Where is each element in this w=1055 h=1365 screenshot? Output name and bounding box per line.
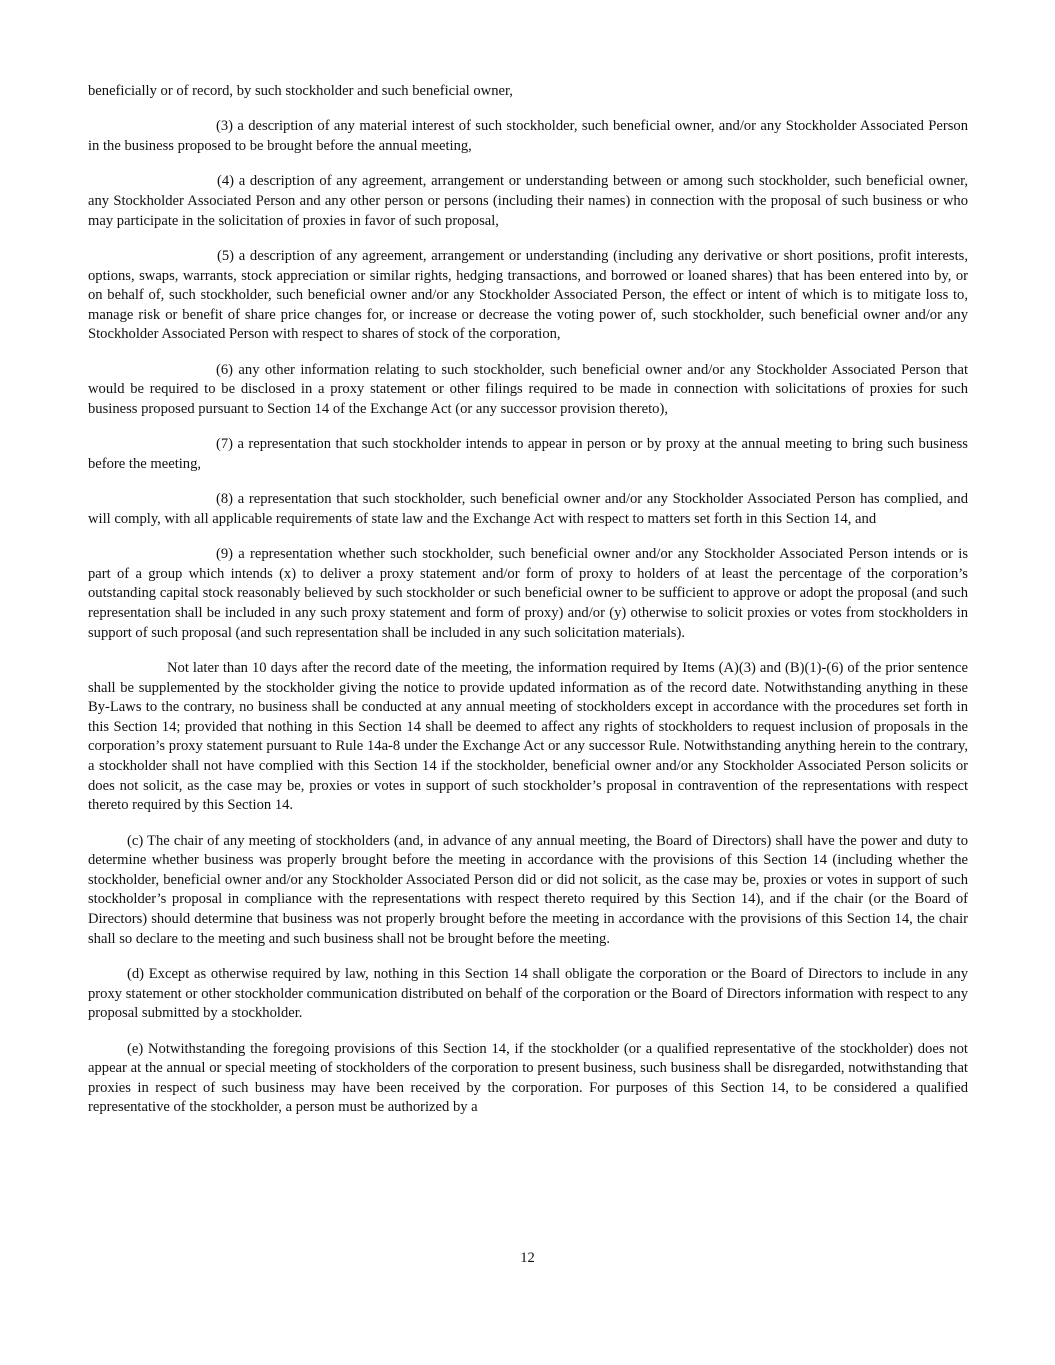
paragraph-item-5: (5) a description of any agreement, arrangement or understanding (including any derivative or short positions, profit interests, options, swaps, warrants, stock appreciation or similar rights, hedging transactions, and borrowed or loaned shares) that has been entered into by, or on behalf of, such stockholder, such beneficial owner and/or any Stockholder Associated Person, the effect or intent of which is to mitigate loss to, manage risk or benefit of share price changes for, or increase or decrease the voting power of, such stockholder, such beneficial owner and/or any Stockholder Associated Person with respect to shares of stock of the corporation, xyxy=(88,247,968,343)
document-page xyxy=(88,82,968,1134)
paragraph-section-e: (e) Notwithstanding the foregoing provisions of this Section 14, if the stockholder (or a qualified representative of the stockholder) does not appear at the annual or special meeting of stockholders of the corporation to present business, such business shall be disregarded, notwithstanding that proxies in respect of such business may have been received by the corporation. For purposes of this Section 14, to be considered a qualified representative of the stockholder, a person must be authorized by a xyxy=(88,1040,968,1116)
paragraph-item-3: (3) a description of any material interest of such stockholder, such beneficial owner, and/or any Stockholder Associated Person in the business proposed to be brought before the annual meeting, xyxy=(88,118,968,154)
paragraph-item-9: (9) a representation whether such stockholder, such beneficial owner and/or any Stockholder Associated Person intends or is part of a group which intends (x) to deliver a proxy statement and/or form of proxy to holders of at least the percentage of the corporation’s outstanding capital stock reasonably believed by such stockholder or such beneficial owner to be sufficient to approve or adopt the proposal (and such representation shall be included in any such proxy statement and form of proxy) and/or (y) otherwise to solicit proxies or votes from stockholders in support of such proposal (and such representation shall be included in any such solicitation materials). xyxy=(88,546,968,641)
paragraph-item-8: (8) a representation that such stockholder, such beneficial owner and/or any Stockholder Associated Person has complied, and will comply, with all applicable requirements of state law and the Exchange Act with respect to matters set forth in this Section 14, and xyxy=(88,491,968,527)
paragraph-section-c: (c) The chair of any meeting of stockholders (and, in advance of any annual meeting, the Board of Directors) shall have the power and duty to determine whether business was properly brought before the meeting in accordance with the provisions of this Section 14 (including whether the stockholder, beneficial owner and/or any Stockholder Associated Person did or did not solicit, as the case may be, proxies or votes in support of such stockholder’s proposal in compliance with the representations with respect thereto required by this Section 14), and if the chair (or the Board of Directors) should determine that business was not properly brought before the meeting in accordance with the provisions of this Section 14, the chair shall so declare to the meeting and such business shall not be brought before the meeting. xyxy=(88,832,968,947)
paragraph-item-7: (7) a representation that such stockholder intends to appear in person or by proxy at the annual meeting to bring such business before the meeting, xyxy=(88,436,968,472)
paragraph-section-d: (d) Except as otherwise required by law, nothing in this Section 14 shall obligate the corporation or the Board of Directors to include in any proxy statement or other stockholder communication distributed on behalf of the corporation or the Board of Directors information with respect to any proposal submitted by a stockholder. xyxy=(88,965,968,1022)
paragraph-supplement: Not later than 10 days after the record date of the meeting, the information required by Items (A)(3) and (B)(1)-(6) of the prior sentence shall be supplemented by the stockholder giving the notice to provide updated information as of the record date. Notwithstanding anything in these By-Laws to the contrary, no business shall be conducted at any annual meeting of stockholders except in accordance with the procedures set forth in this Section 14; provided that nothing in this Section 14 shall be deemed to affect any rights of stockholders to request inclusion of proposals in the corporation’s proxy statement pursuant to Rule 14a-8 under the Exchange Act or any successor Rule. Notwithstanding anything herein to the contrary, a stockholder shall not have complied with this Section 14 if the stockholder, beneficial owner and/or any Stockholder Associated Person solicits or does not solicit, as the case may be, proxies or votes in support of such stockholder’s proposal in contravention of the representations with respect thereto required by this Section 14. xyxy=(88,660,968,814)
paragraph-item-6: (6) any other information relating to such stockholder, such beneficial owner and/or any Stockholder Associated Person that would be required to be disclosed in a proxy statement or other filings required to be made in connection with solicitations of proxies for such business proposed pursuant to Section 14 of the Exchange Act (or any successor provision thereto), xyxy=(88,361,968,417)
paragraph-continuation: beneficially or of record, by such stockholder and such beneficial owner, xyxy=(88,83,513,99)
page-number: 12 xyxy=(520,1250,535,1266)
paragraph-item-4: (4) a description of any agreement, arrangement or understanding between or among such stockholder, such beneficial owner, any Stockholder Associated Person and any other person or persons (including their names) in connection with the proposal of such business or who may participate in the solicitation of proxies in favor of such proposal, xyxy=(88,173,968,229)
